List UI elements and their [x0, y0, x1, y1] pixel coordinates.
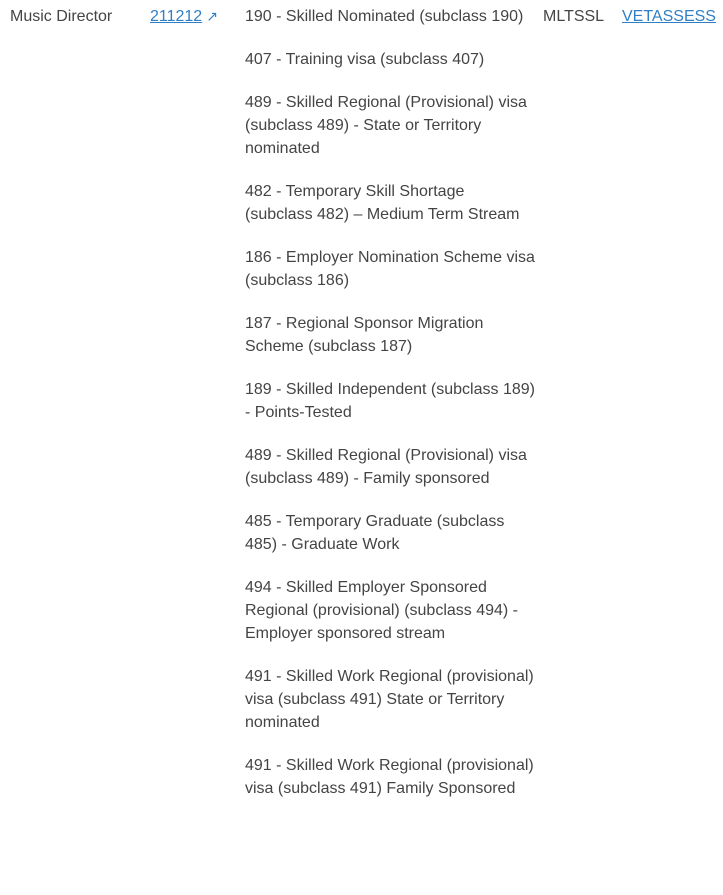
visa-item: 482 - Temporary Skill Shortage (subclass 482) – Medium Term Stream [245, 183, 520, 223]
visa-item: 407 - Training visa (subclass 407) [245, 51, 485, 68]
visa-item: 189 - Skilled Independent (subclass 189) - Points-Tested [245, 381, 535, 421]
visa-item: 187 - Regional Sponsor Migration Scheme (subclass 187) [245, 315, 484, 355]
visa-item: 491 - Skilled Work Regional (provisional) visa (subclass 491) Family Sponsored [245, 757, 534, 797]
visa-item: 190 - Skilled Nominated (subclass 190) [245, 8, 524, 25]
visa-list [245, 5, 535, 800]
visa-item: 494 - Skilled Employer Sponsored Regional (provisional) (subclass 494) - Employer sponsored stream [245, 579, 519, 642]
visa-item: 186 - Employer Nomination Scheme visa (subclass 186) [245, 249, 535, 289]
anzsco-code-link[interactable] [150, 5, 218, 28]
occupation-name: Music Director [10, 8, 113, 25]
visa-item: 485 - Temporary Graduate (subclass 485) - Graduate Work [245, 513, 505, 553]
anzsco-code-text: 211212 [150, 8, 203, 25]
skill-list-name: MLTSSL [543, 8, 605, 25]
visa-item: 489 - Skilled Regional (Provisional) visa (subclass 489) - State or Territory nominated [245, 94, 527, 157]
visa-item: 489 - Skilled Regional (Provisional) visa (subclass 489) - Family sponsored [245, 447, 527, 487]
external-link-arrow-icon: ↗ [206, 8, 218, 24]
visa-item: 491 - Skilled Work Regional (provisional) visa (subclass 491) State or Territory nominated [245, 668, 534, 731]
assessing-authority-link[interactable]: VETASSESS [622, 8, 716, 25]
